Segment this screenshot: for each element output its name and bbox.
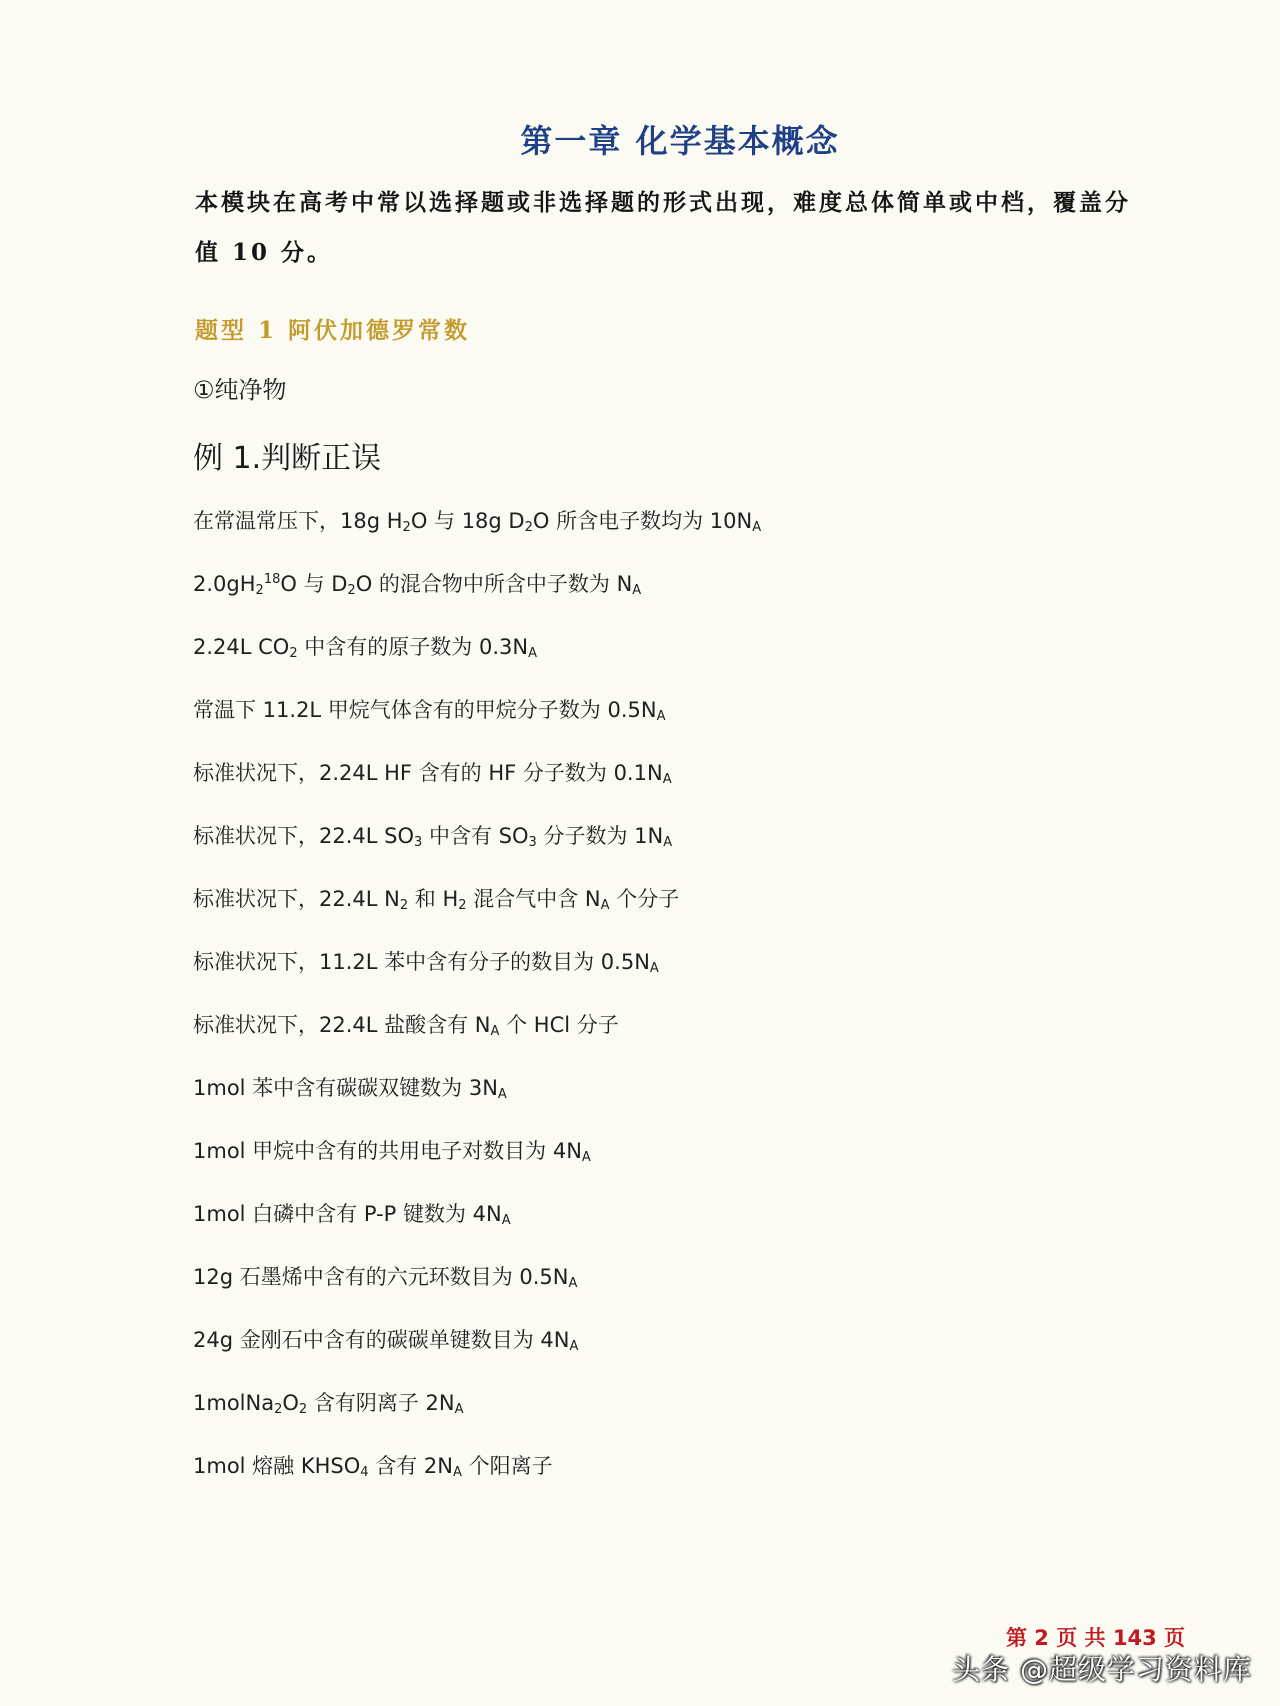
statement-item: 标准状况下，11.2L 苯中含有分子的数目为 $0.5N_A$ xyxy=(193,950,659,976)
statement-item: 常温下 11.2L 甲烷气体含有的甲烷分子数为 $0.5N_A$ xyxy=(193,698,666,724)
statement-item: 标准状况下，22.4L 盐酸含有 $N_A$ 个 HCl 分子 xyxy=(193,1013,619,1039)
statement-item: 标准状况下，2.24L HF 含有的 HF 分子数为 $0.1N_A$ xyxy=(193,761,672,787)
statement-list xyxy=(193,506,761,1514)
statement-item: 2.24L $CO_2$ 中含有的原子数为 $0.3N_A$ xyxy=(193,635,537,661)
statement-item: 标准状况下，22.4L $SO_3$ 中含有 $SO_3$ 分子数为 $1N_A$ xyxy=(193,824,673,850)
statement-item: 1mol 甲烷中含有的共用电子对数目为 $4N_A$ xyxy=(193,1139,591,1165)
statement-item: 标准状况下，22.4L $N_2$ 和 $H_2$ 混合气中含 $N_A$ 个分子 xyxy=(193,887,680,913)
watermark: 头条 @超级学习资料库 xyxy=(952,1653,1252,1686)
statement-item: 12g 石墨烯中含有的六元环数目为 $0.5N_A$ xyxy=(193,1265,578,1291)
statement-item: 1mol 白磷中含有 P-P 键数为 $4N_A$ xyxy=(193,1202,511,1228)
chapter-title: 第一章 化学基本概念 xyxy=(520,122,840,160)
statement-item: 24g 金刚石中含有的碳碳单键数目为 $4N_A$ xyxy=(193,1328,579,1354)
section-heading: 题型 1 阿伏加德罗常数 xyxy=(195,317,471,344)
item-label: ①纯净物 xyxy=(193,376,287,404)
example-title: 例 1.判断正误 xyxy=(193,441,382,476)
statement-item: 1mol 熔融 $KHSO_4$ 含有 $2N_A$ 个阳离子 xyxy=(193,1454,553,1480)
statement-item: 在常温常压下，18g $H_2O$ 与 18g $D_2O$ 所含电子数均为 $10N_A$ xyxy=(193,509,762,535)
page-number: 第 2 页 共 143 页 xyxy=(1005,1626,1185,1650)
statement-item: 1mol 苯中含有碳碳双键数为 $3N_A$ xyxy=(193,1076,507,1102)
intro-paragraph: 本模块在高考中常以选择题或非选择题的形式出现，难度总体简单或中档，覆盖分值 10 分。 xyxy=(195,189,1131,266)
statement-item: $2.0gH_2^{18}O$ 与 $D_2O$ 的混合物中所含中子数为 $N_A$ xyxy=(193,572,642,598)
statement-item: $1molNa_2O_2$ 含有阴离子 $2N_A$ xyxy=(193,1391,464,1417)
